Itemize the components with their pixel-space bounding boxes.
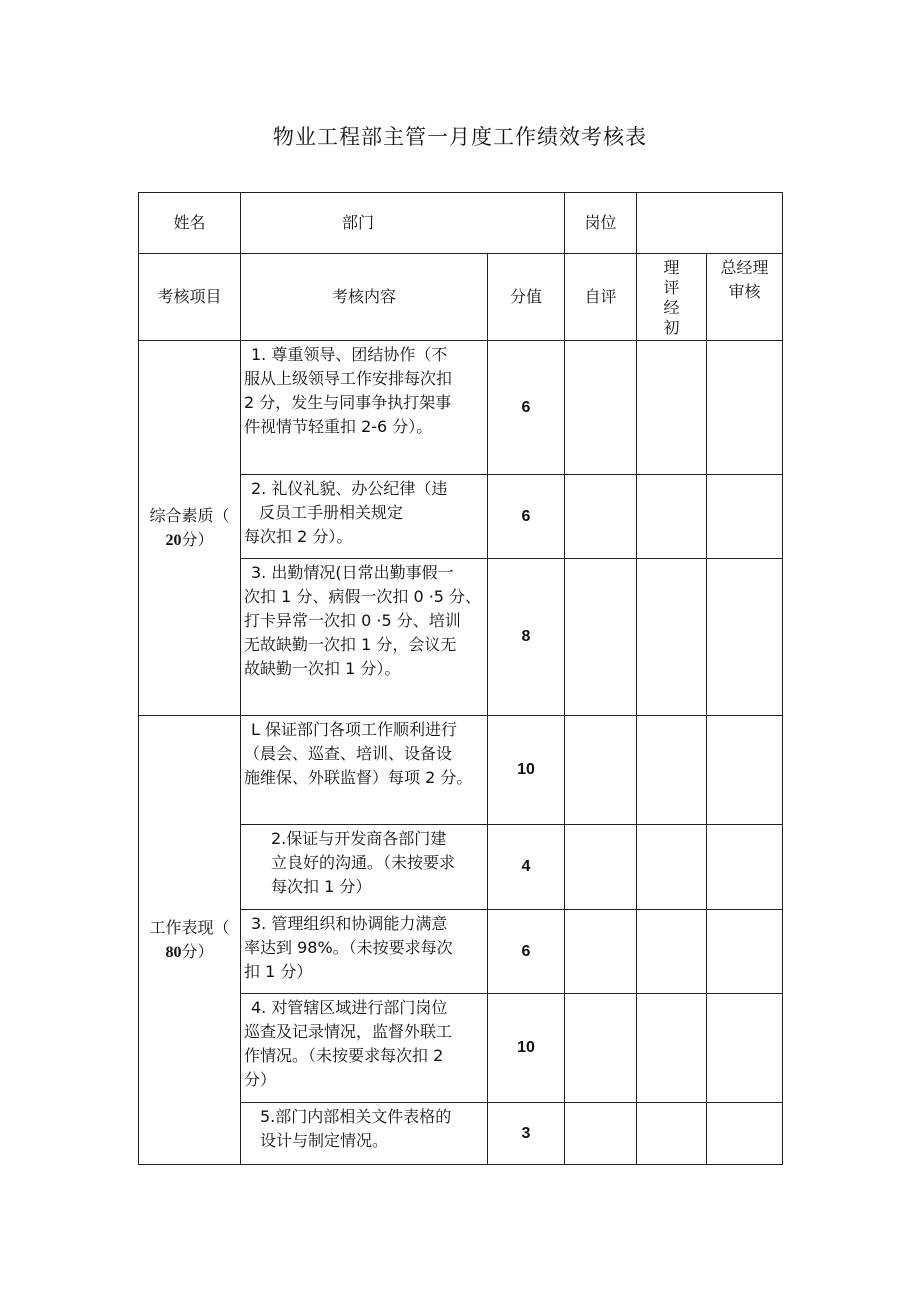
item-score: 6 (488, 341, 565, 475)
gm-review-cell[interactable] (707, 825, 783, 910)
content-line: 服从上级领导工作安排每次扣 (244, 369, 453, 388)
gm-review-cell[interactable] (707, 475, 783, 559)
content-line: 立良好的沟通。（未按要求 (271, 853, 456, 872)
manager-eval-cell[interactable] (637, 910, 707, 994)
item-score: 6 (488, 475, 565, 559)
header-gm-line2: 审核 (728, 282, 761, 301)
content-line: （晨会、巡查、培训、设备设 (244, 744, 453, 763)
header-gm-line1: 总经理 (720, 258, 769, 277)
info-row (139, 193, 783, 254)
item-score: 3 (488, 1103, 565, 1165)
item-content (241, 475, 488, 559)
gm-review-cell[interactable] (707, 994, 783, 1103)
content-line: 3. 出勤情况(日常出勤事假一 (251, 563, 454, 582)
item-content (241, 825, 488, 910)
table-row (139, 716, 783, 825)
content-line: 3. 管理组织和协调能力满意 (251, 914, 448, 933)
gm-review-cell[interactable] (707, 341, 783, 475)
manager-eval-cell[interactable] (637, 341, 707, 475)
header-gm (707, 254, 783, 341)
content-line: 5.部门内部相关文件表格的 (260, 1107, 452, 1126)
header-self: 自评 (565, 254, 637, 341)
manager-eval-cell[interactable] (637, 1103, 707, 1165)
item-content (241, 1103, 488, 1165)
header-row (139, 254, 783, 341)
manager-eval-cell[interactable] (637, 825, 707, 910)
gm-review-cell[interactable] (707, 716, 783, 825)
header-manager (637, 254, 707, 341)
content-line: 无故缺勤一次扣 1 分，会议无 (244, 635, 457, 654)
content-line: 分） (244, 1070, 277, 1089)
self-eval-cell[interactable] (565, 1103, 637, 1165)
self-eval-cell[interactable] (565, 559, 637, 716)
gm-review-cell[interactable] (707, 559, 783, 716)
content-line: 扣 1 分） (244, 962, 313, 981)
content-line: 2.保证与开发商各部门建 (271, 829, 447, 848)
content-line: 2. 礼仪礼貌、办公纪律（违 (251, 479, 448, 498)
category-unit: 分） (181, 529, 214, 549)
content-line: 反员工手册相关规定 (259, 503, 404, 522)
item-score: 10 (488, 716, 565, 825)
manager-eval-cell[interactable] (637, 716, 707, 825)
content-line: 次扣 1 分、病假一次扣 0 ·5 分、 (244, 587, 482, 606)
content-line: 设计与制定情况。 (260, 1131, 389, 1150)
item-content (241, 559, 488, 716)
category-name: 综合素质（ (149, 505, 230, 525)
self-eval-cell[interactable] (565, 910, 637, 994)
item-score: 8 (488, 559, 565, 716)
category-points: 20 (165, 531, 182, 549)
category-unit: 分） (181, 941, 214, 961)
content-line: 每次扣 1 分） (271, 877, 372, 896)
post-label: 岗位 (565, 193, 637, 254)
gm-review-cell[interactable] (707, 910, 783, 994)
content-line: 故缺勤一次扣 1 分）。 (244, 659, 401, 678)
content-line: 作情况。（未按要求每次扣 2 (244, 1046, 444, 1065)
self-eval-cell[interactable] (565, 716, 637, 825)
post-value-cell[interactable] (637, 193, 783, 254)
header-item: 考核项目 (139, 254, 241, 341)
header-manager-text: 理评经初 (663, 258, 680, 337)
item-content (241, 716, 488, 825)
content-line: 巡查及记录情况，监督外联工 (244, 1022, 453, 1041)
content-line: 率达到 98%。（未按要求每次 (244, 938, 453, 957)
category-cell (139, 341, 241, 716)
item-score: 4 (488, 825, 565, 910)
manager-eval-cell[interactable] (637, 994, 707, 1103)
item-content (241, 910, 488, 994)
content-line: 1. 尊重领导、团结协作（不 (251, 345, 448, 364)
content-line: 2 分，发生与同事争执打架事 (244, 393, 452, 412)
evaluation-table (138, 192, 783, 1165)
content-line: 4. 对管辖区域进行部门岗位 (251, 998, 448, 1017)
dept-label: 部门 (241, 193, 565, 254)
manager-eval-cell[interactable] (637, 475, 707, 559)
category-cell (139, 716, 241, 1165)
header-content: 考核内容 (241, 254, 488, 341)
content-line: 每次扣 2 分）。 (244, 527, 353, 546)
item-score: 10 (488, 994, 565, 1103)
page-title: 物业工程部主管一月度工作绩效考核表 (273, 125, 647, 149)
item-content (241, 994, 488, 1103)
gm-review-cell[interactable] (707, 1103, 783, 1165)
content-line: 件视情节轻重扣 2-6 分）。 (244, 417, 433, 436)
table-row (139, 341, 783, 475)
self-eval-cell[interactable] (565, 825, 637, 910)
item-content (241, 341, 488, 475)
content-line: 施维保、外联监督）每项 2 分。 (244, 768, 473, 787)
content-line: L 保证部门各项工作顺利进行 (251, 720, 458, 739)
item-score: 6 (488, 910, 565, 994)
self-eval-cell[interactable] (565, 994, 637, 1103)
content-line: 打卡异常一次扣 0 ·5 分、培训 (244, 611, 461, 630)
self-eval-cell[interactable] (565, 341, 637, 475)
category-name: 工作表现（ (149, 917, 230, 937)
name-label: 姓名 (139, 193, 241, 254)
category-points: 80 (165, 943, 182, 961)
header-score: 分值 (488, 254, 565, 341)
manager-eval-cell[interactable] (637, 559, 707, 716)
self-eval-cell[interactable] (565, 475, 637, 559)
